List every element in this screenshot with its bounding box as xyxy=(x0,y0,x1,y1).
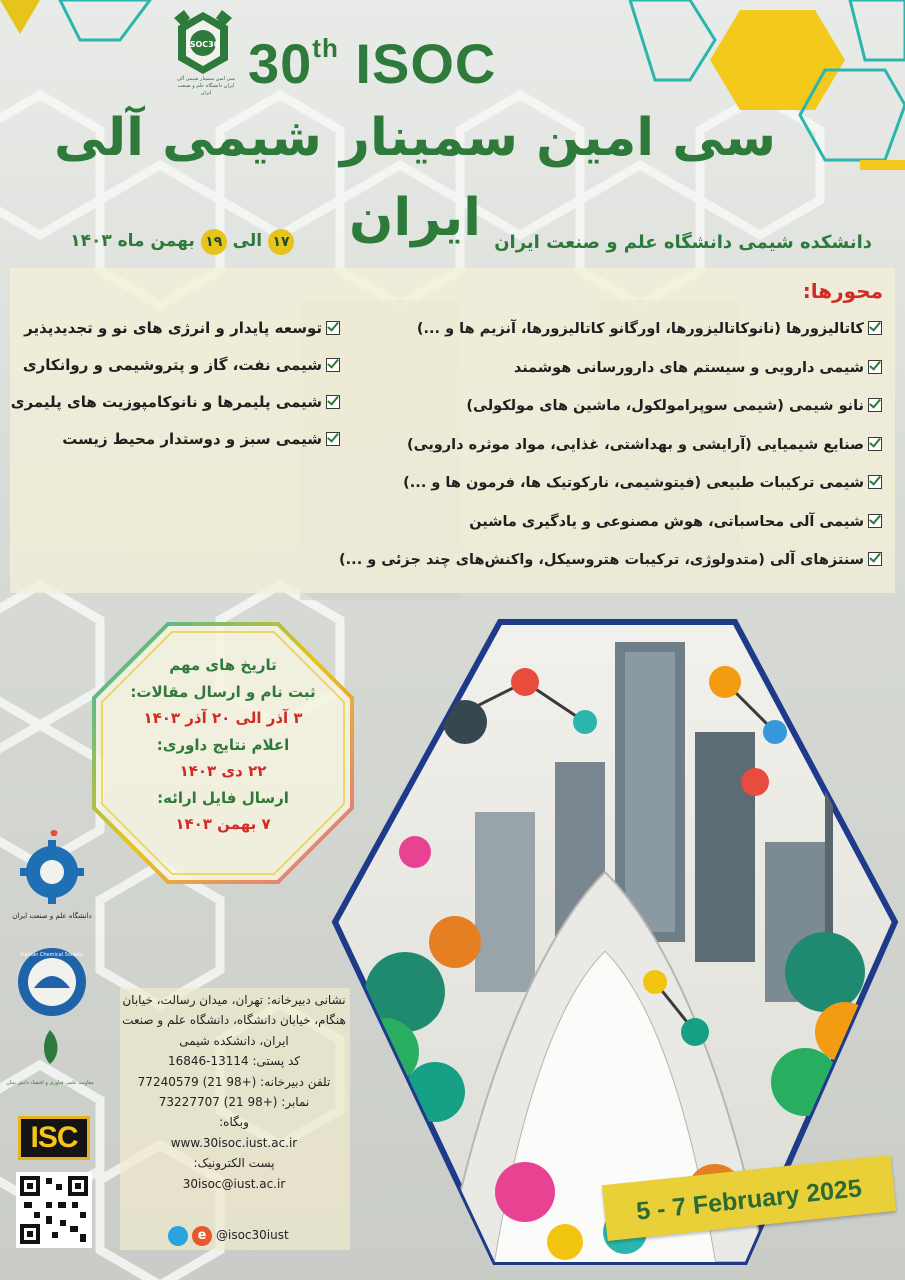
top-left-hexagon-decor xyxy=(0,0,170,80)
checkbox-icon xyxy=(326,358,340,372)
ics-logo-caption: Iranian Chemical Society xyxy=(20,952,84,958)
contact-info xyxy=(120,990,348,1194)
logo-mark-text: ISOC30 xyxy=(186,40,220,49)
telegram-icon[interactable] xyxy=(168,1226,188,1246)
date-label: ارسال فایل ارائه: xyxy=(157,788,289,807)
host-faculty: دانشکده شیمی دانشگاه علم و صنعت ایران xyxy=(494,232,872,253)
dates-month-year: بهمن ماه ۱۴۰۳ xyxy=(70,231,195,251)
topic-item: صنایع شیمیایی (آرایشی و بهداشتی، غذایی، مواد موثره دارویی) xyxy=(310,426,882,465)
date-banner-text: 5 - 7 February 2025 xyxy=(634,1174,864,1226)
title-number: 30 xyxy=(248,32,313,95)
date-label: ثبت نام و ارسال مقالات: xyxy=(130,682,316,701)
date-value: ۳ آذر الی ۲۰ آذر ۱۴۰۳ xyxy=(143,709,303,727)
topic-item: شیمی آلی محاسباتی، هوش مصنوعی و یادگیری ماشین xyxy=(310,503,882,542)
title-ordinal: th xyxy=(312,33,339,63)
topic-item: شیمی سبز و دوستدار محیط زیست xyxy=(10,421,340,458)
event-dates-fa xyxy=(64,226,294,256)
vice-presidency-logo xyxy=(6,1026,96,1096)
checkbox-icon xyxy=(868,514,882,528)
day-badge-start: ۱۷ xyxy=(268,229,294,255)
eitaa-icon[interactable]: e xyxy=(192,1226,212,1246)
topic-item: شیمی پلیمرها و نانوکامپوزیت های پلیمری xyxy=(10,384,340,421)
iust-logo-caption: دانشگاه علم و صنعت ایران xyxy=(12,912,92,920)
title-acronym: ISOC xyxy=(355,32,497,95)
iust-logo xyxy=(12,832,92,922)
qr-code[interactable] xyxy=(16,1172,92,1248)
logo-subtext: سی امین سمینار شیمی آلی ایران دانشگاه علم و صنعت ایران xyxy=(177,76,235,96)
topics-title: محورها: xyxy=(802,279,883,303)
checkbox-icon xyxy=(868,360,882,374)
checkbox-icon xyxy=(868,321,882,335)
social-handle[interactable]: @isoc30iust xyxy=(216,1228,289,1242)
contact-phone: تلفن دبیرخانه: 77240579 (21 98+) xyxy=(137,1074,331,1089)
day-badge-end: ۱۹ xyxy=(201,229,227,255)
ics-logo xyxy=(14,944,90,1020)
title-en xyxy=(248,16,628,96)
gov-logo-caption: معاونت علمی فناوری و اقتصاد دانش بنیان xyxy=(6,1080,94,1086)
email-link[interactable]: 30isoc@iust.ac.ir xyxy=(182,1176,286,1191)
topic-item: کاتالیزورها (نانوکاتالیزورها، اورگانو کاتالیزورها، آنزیم ها و ...) xyxy=(310,310,882,349)
contact-fax: نمابر: 73227707 (21 98+) xyxy=(158,1095,310,1110)
date-value: ۷ بهمن ۱۴۰۳ xyxy=(175,815,271,833)
topic-item: شیمی نفت، گاز و پتروشیمی و روانکاری xyxy=(10,347,340,384)
topic-item: سنتزهای آلی (متدولوژی، ترکیبات هتروسیکل، واکنش‌های چند جزئی و ...) xyxy=(310,541,882,580)
dates-separator: الی xyxy=(232,231,263,251)
contact-email-label: پست الکترونیک: xyxy=(193,1156,275,1171)
contact-postal: کد پستی: 16846-13114 xyxy=(167,1054,301,1069)
topic-item: نانو شیمی (شیمی سوپرامولکول، ماشین های مولکولی) xyxy=(310,387,882,426)
checkbox-icon xyxy=(868,398,882,412)
date-label: اعلام نتایج داوری: xyxy=(156,735,290,754)
contact-address: نشانی دبیرخانه: تهران، میدان رسالت، خیابان هنگام، خیابان دانشگاه، دانشگاه علم و صنعت ایران، دانشکده شیمی xyxy=(122,993,346,1048)
checkbox-icon xyxy=(326,395,340,409)
checkbox-icon xyxy=(326,432,340,446)
title-fa: سی امین سمینار شیمی آلی ایران xyxy=(54,108,776,248)
topics-list-left xyxy=(10,310,340,458)
topic-item: شیمی دارویی و سیستم های دارورسانی هوشمند xyxy=(310,349,882,388)
contact-web-label: وبگاه: xyxy=(219,1115,249,1130)
topics-list-right xyxy=(310,310,882,580)
checkbox-icon xyxy=(326,321,340,335)
important-dates xyxy=(108,652,338,838)
checkbox-icon xyxy=(868,475,882,489)
date-value: ۲۲ دی ۱۴۰۳ xyxy=(179,762,267,780)
website-link[interactable]: www.30isoc.iust.ac.ir xyxy=(170,1135,298,1150)
topic-item: شیمی ترکیبات طبیعی (فیتوشیمی، نارکوتیک ها، فرمون ها و ...) xyxy=(310,464,882,503)
checkbox-icon xyxy=(868,552,882,566)
checkbox-icon xyxy=(868,437,882,451)
topic-item: توسعه پایدار و انرژی های نو و تجدیدپذیر xyxy=(10,310,340,347)
important-dates-title: تاریخ های مهم xyxy=(169,656,277,674)
isc-logo: ISC xyxy=(18,1116,90,1160)
